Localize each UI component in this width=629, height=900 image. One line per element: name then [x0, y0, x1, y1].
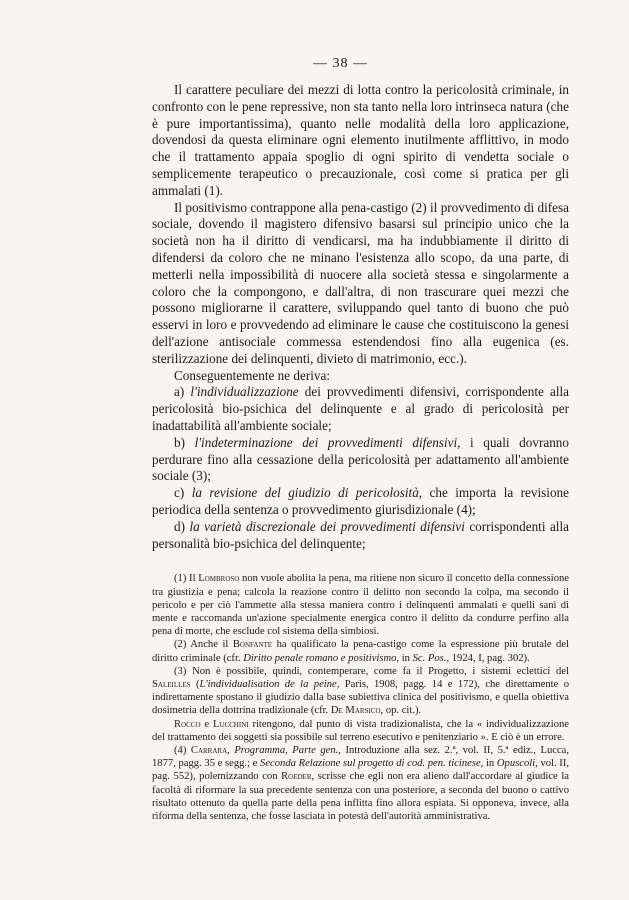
- fn3-text-a: (3) Non è possibile, quindi, contemperare, come fa il Progetto, i sistemi eclettici del: [174, 665, 569, 677]
- fn1-author: Lombroso: [198, 573, 240, 585]
- item-d-italic: la varietà discrezionale dei provvedimenti difensivi: [189, 518, 465, 534]
- fn3-text-d: , op. cit.).: [380, 705, 422, 717]
- fn2-author: Bonfante: [232, 639, 273, 651]
- fn1-text-a: (1) Il: [174, 573, 199, 585]
- fn3-text-b: (: [190, 678, 200, 690]
- fn4-text-d: in: [483, 758, 497, 770]
- list-item-b: [152, 435, 569, 485]
- item-c-italic: la revisione del giudizio di pericolosità,: [191, 485, 423, 501]
- fn4-text-b: ,: [227, 744, 235, 756]
- footnote-3-continued: [152, 718, 569, 744]
- list-item-c: [152, 485, 569, 519]
- fn1-text-b: non vuole abolita la pena, ma ritiene non sicuro il concetto della connessione tra giustizia e pena; calcola la reazione contro il delitto non secondo la colpa, ma secondo il pericolo e per ciò l'ammette alla stessa maniera contro i delinquenti ammalati e quelli sani di mente e raccomanda un'azione specialmente energica contro il delitto da condurre perfino alla pena di morte, che esclude col sistema della simbiosi.: [152, 573, 569, 638]
- item-a-italic: l'individualizzazione: [190, 384, 299, 400]
- fn4-text-f: , scrisse che egli non era alieno dall'accordare al giudice la facoltà di riformare la sua precedente sentenza con una posteriore, a seconda del buono o cattivo risultato ottenuto da quella parte della pena inflitta fino allora espiata. Si opponeva, invece, alla riforma della sentenza, che fosse lasciata in potestà dell'autorità amministrativa.: [152, 771, 569, 822]
- footnote-2: [152, 638, 569, 664]
- page-number: — 38 —: [313, 56, 368, 71]
- list-item-a: [152, 384, 569, 434]
- item-b-italic: l'indeterminazione dei provvedimenti difensivi,: [194, 434, 461, 450]
- paragraph-2: Il positivismo contrappone alla pena-castigo (2) il provvedimento di difesa sociale, dovendo il magistero difensivo basarsi sul principio unico che la società non ha il diritto di vendicarsi, ma ha indubbiamente il diritto di difendersi da coloro che ne minano l'esistenza allo scopo, da una parte, di metterli nella impossibilità di nuocere alla società stessa e singolarmente a coloro che la compongono, e dall'altra, di non trascurare quei mezzi che possono migliorarne il carattere, sviluppando quel tanto di buono che può esservi in loro e provvedendo ad eliminare le cause che costituiscono la genesi dell'azione antisociale commessa estendendosi fino alla eugenica (es. sterilizzazione dei delinquenti, divieto di matrimonio, ecc.).: [152, 199, 569, 366]
- fn3-author-2: De Marsico: [330, 705, 381, 717]
- footnote-1: [152, 572, 569, 638]
- fn4-title-3: Opuscoli,: [496, 758, 538, 770]
- item-b-prefix: b): [174, 434, 195, 450]
- list-item-d: [152, 519, 569, 553]
- fn4-author-2: Roeder: [281, 771, 312, 783]
- item-d-prefix: d): [174, 518, 190, 534]
- fn3-text-c: Paris, 1908, pagg. 14 e 172), che direttamente o indirettamente spostano il giudizio dalla base subiettiva clinica del positivismo, e quella obiettiva dosimetria della dottrina tradizionale (cfr.: [152, 678, 569, 717]
- item-d-rest: corrispondenti alla personalità bio-psichica del delinquente;: [152, 518, 569, 551]
- fn4-text-c: Introduzione alla sez. 2.ª, vol. II, 5.ª ediz., Lucca, 1877, pagg. 35 e segg.; e: [152, 744, 569, 770]
- fn3b-author-2: Lucchini: [212, 718, 249, 730]
- fn2-title: Diritto penale romano e positivismo,: [243, 652, 400, 664]
- fn3b-text-b: ritengono, dal punto di vista tradizionalista, che la « individualizzazione del trattamento dei soggetti sia possibile sul terreno esecutivo e penitenziario ». E ciò è un errore.: [152, 718, 569, 743]
- fn4-author: Carrara: [190, 744, 228, 756]
- fn2-text-d: 1924, I, pag. 302).: [449, 652, 530, 664]
- main-text: [152, 82, 569, 552]
- paragraph-3: Conseguentemente ne deriva:: [174, 367, 330, 383]
- fn2-text-b: ha qualificato la pena-castigo come la espressione più brutale del diritto criminale (cfr.: [152, 639, 570, 664]
- item-c-rest: che importa la revisione periodica della sentenza o provvedimento giurisdizionale (4);: [152, 485, 569, 517]
- footnote-3: [152, 665, 569, 718]
- item-c-prefix: c): [174, 485, 192, 501]
- fn4-title-2: Seconda Relazione sul progetto di cod. pen. ticinese,: [260, 758, 484, 770]
- fn2-text-a: (2) Anche il: [174, 639, 233, 651]
- footnote-4: [152, 744, 569, 823]
- footnotes: [152, 572, 569, 823]
- fn3-author: Saleilles: [152, 678, 191, 690]
- fn3b-text-a: e: [200, 718, 213, 730]
- item-a-rest: dei provvedimenti difensivi, corrispondente alla pericolosità bio-psichica del delinquente e al grado di pericolosità per inadattabilità all'ambiente sociale;: [152, 384, 569, 433]
- fn2-text-c: in: [399, 652, 413, 664]
- paragraph-1: Il carattere peculiare dei mezzi di lotta contro la pericolosità criminale, in confronto con le pene repressive, non sta tanto nella loro intrinseca natura (che è pure importantissima), quanto nelle modalità della loro applicazione, dovendosi da questa eliminare ogni elemento inutilmente afflittivo, in modo che il trattamento appaia spoglio di ogni spirito di vendetta sociale o semplicemente terapeutico o precauzionale, così come si pratica per gli ammalati (1).: [152, 82, 569, 198]
- fn3-title: L'individualisation de la peine,: [199, 678, 340, 690]
- item-b-rest: i quali dovranno perdurare fino alla cessazione della pericolosità per adattamento all'ambiente sociale (3);: [152, 434, 569, 484]
- item-a-prefix: a): [174, 384, 191, 400]
- fn4-title: Programma, Parte gen.,: [234, 744, 341, 756]
- fn4-text-e: vol. II, pag. 552), polemizzando con: [152, 758, 570, 783]
- fn4-text-a: (4): [174, 744, 191, 756]
- fn2-journal: Sc. Pos.,: [412, 652, 450, 664]
- fn3b-author: Rocco: [174, 718, 201, 730]
